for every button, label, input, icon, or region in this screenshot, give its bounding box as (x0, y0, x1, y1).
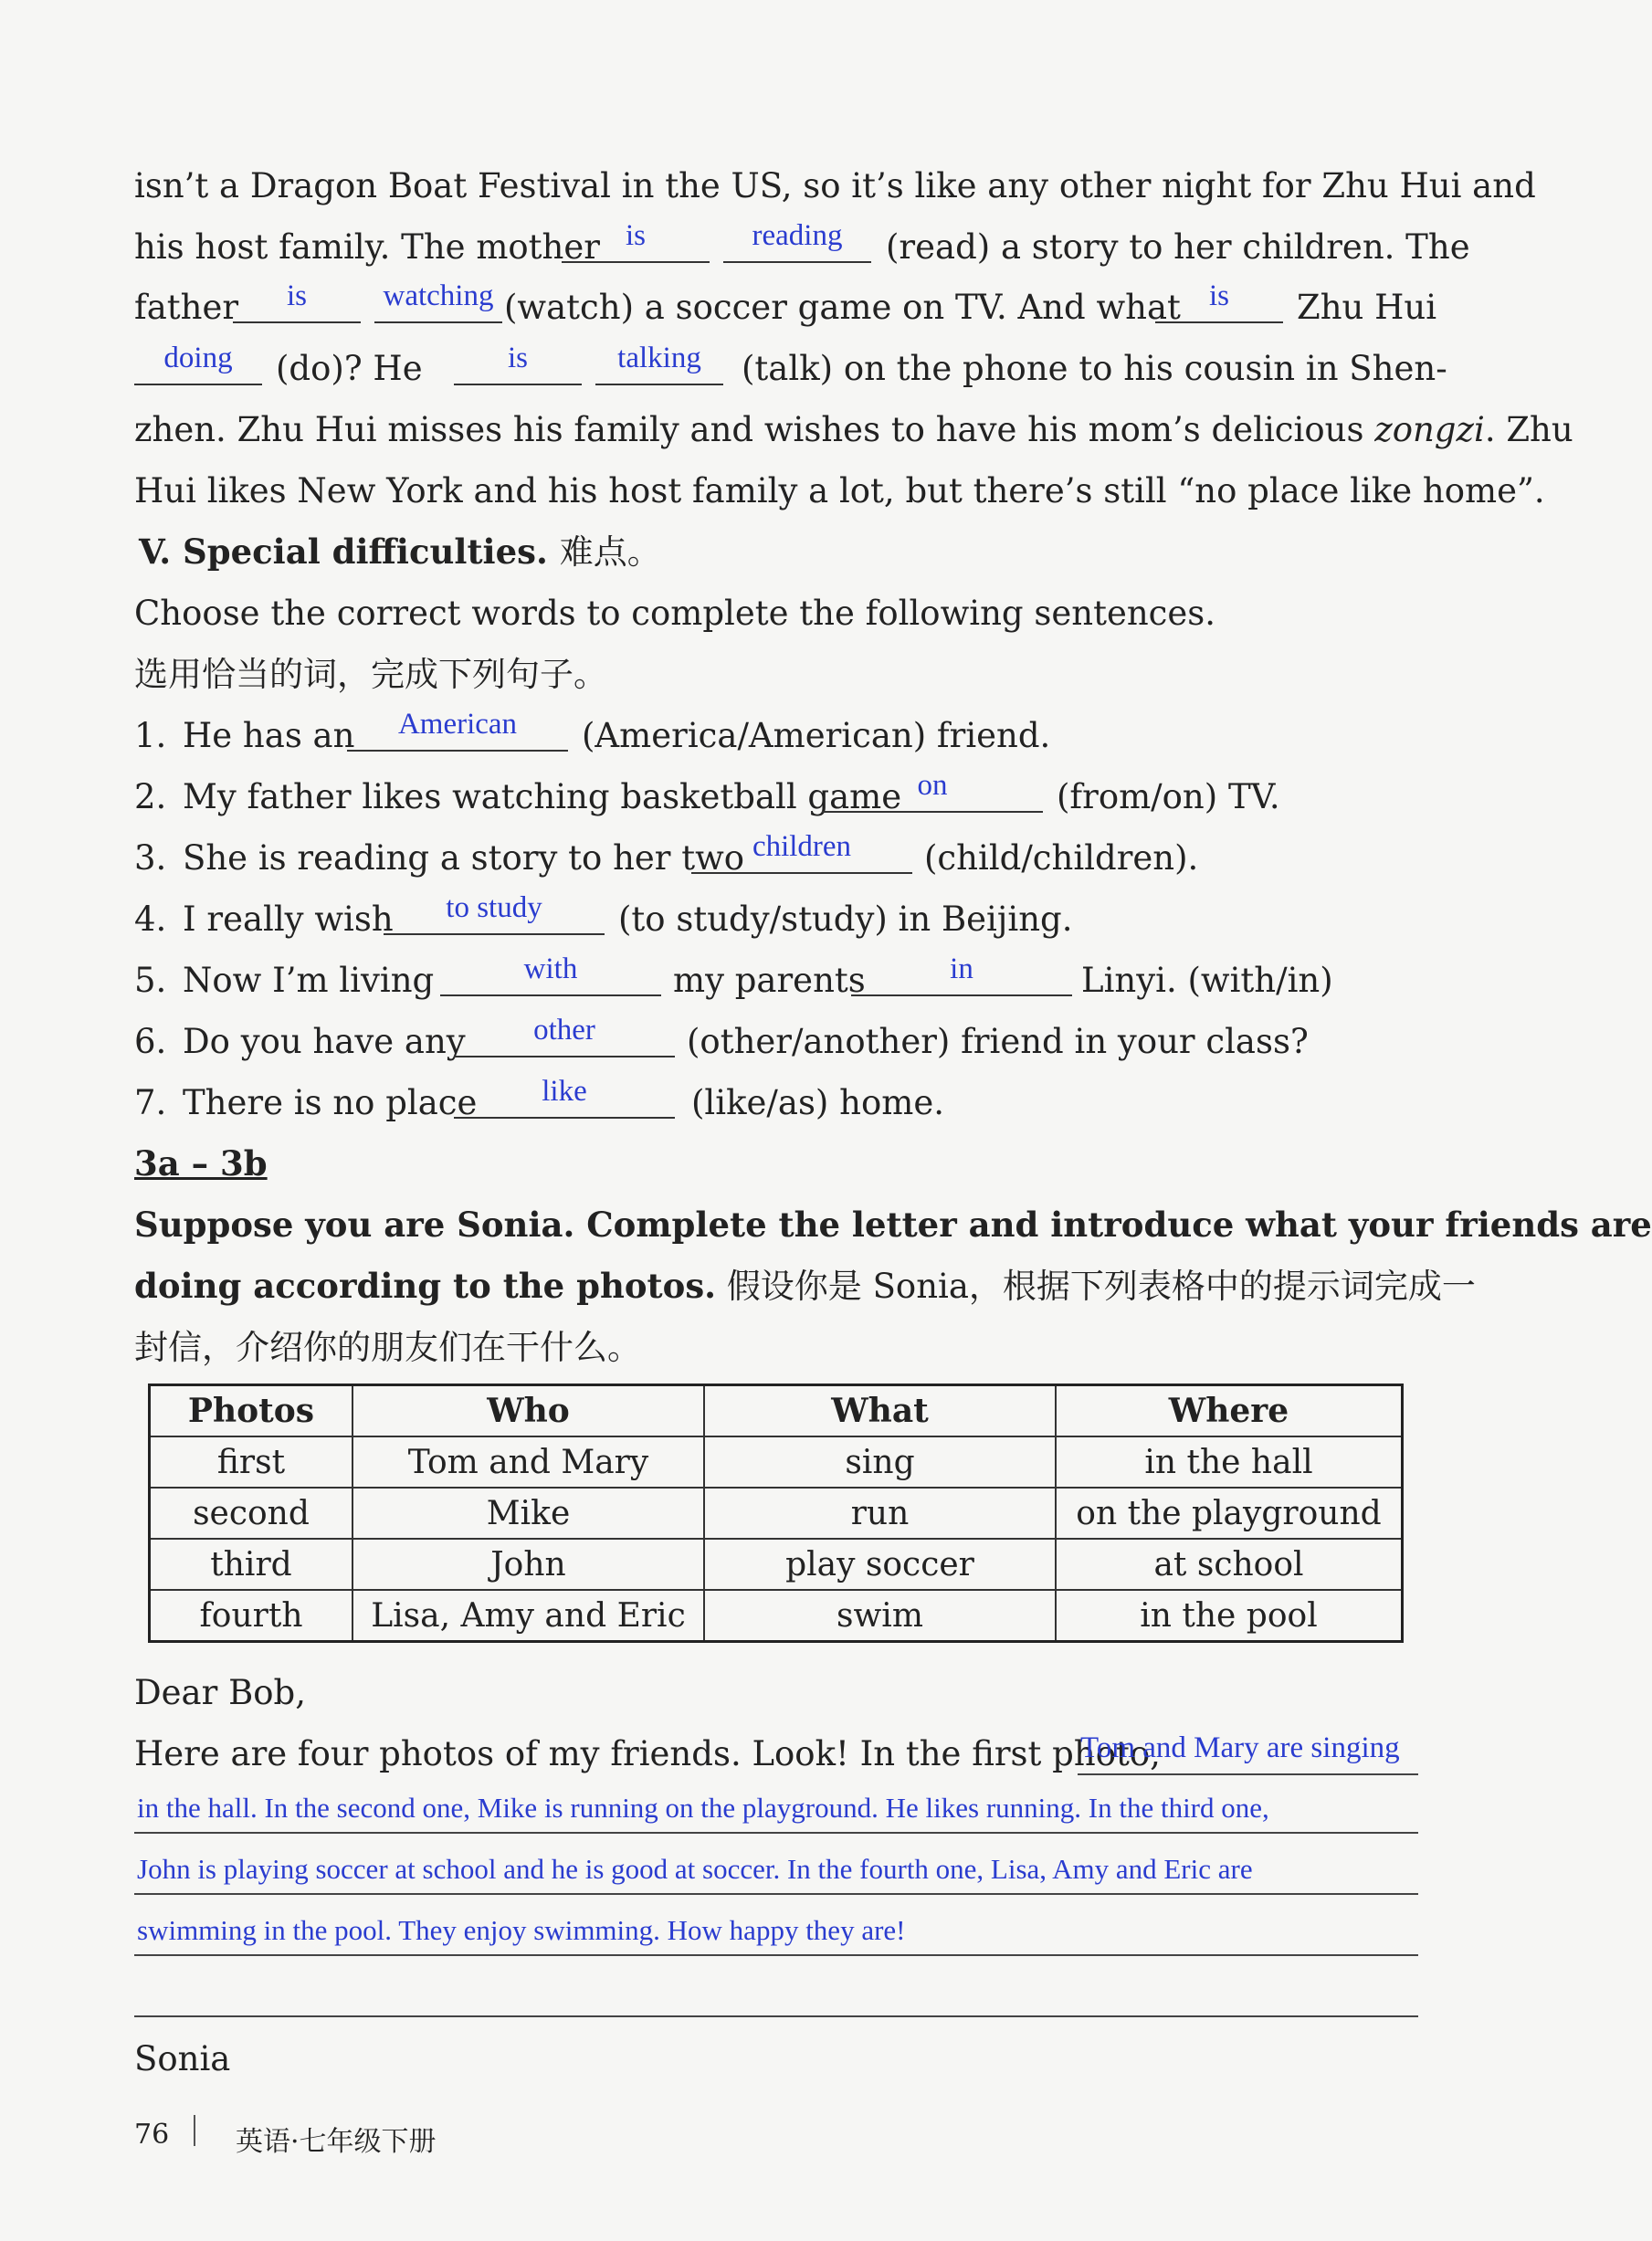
letter-greeting: Dear Bob, (134, 1673, 306, 1712)
letter-answer: in the hall. In the second one, Mike is running on the playground. He likes running. In the third one, (137, 1792, 1269, 1824)
section-heading: 3a – 3b (134, 1143, 268, 1184)
section-heading: V. Special difficulties. 难点。 (139, 531, 661, 572)
item-number: 4. (134, 900, 167, 939)
task-instructions: Suppose you are Sonia. Complete the letter and introduce what your friends are (134, 1205, 1652, 1245)
item-text: (like/as) home. (691, 1083, 944, 1122)
table-cell: Mike (352, 1488, 704, 1539)
table-cell: on the playground (1056, 1488, 1403, 1539)
hint-table (148, 1384, 1404, 1643)
item-text: She is reading a story to her two (183, 838, 745, 878)
section-instructions: Choose the correct words to complete the following sentences. (134, 594, 1216, 633)
table-cell: play soccer (704, 1539, 1056, 1590)
item-number: 3. (134, 838, 167, 878)
table-header-row (150, 1385, 1403, 1437)
item-text: I really wish (183, 900, 394, 939)
blank-line (384, 933, 605, 935)
item-text: (from/on) TV. (1057, 777, 1280, 816)
answer-text: on (917, 769, 948, 802)
item-number: 2. (134, 777, 167, 816)
item-text: (America/American) friend. (582, 716, 1051, 755)
item-text: (to study/study) in Beijing. (618, 900, 1073, 939)
blank-line (691, 872, 912, 874)
answer-text: is (625, 219, 646, 252)
blank-line (595, 384, 723, 385)
table-cell: second (150, 1488, 353, 1539)
item-text: My father likes watching basketball game (183, 777, 902, 816)
passage-line-2a: his host family. The mother (134, 227, 600, 267)
table-header: What (704, 1385, 1056, 1437)
answer-text: in (950, 952, 973, 985)
table-cell: sing (704, 1436, 1056, 1488)
passage-line-6: Hui likes New York and his host family a lot, but there’s still “no place like home”. (134, 471, 1545, 510)
answer-text: doing (163, 342, 233, 374)
table-cell: in the hall (1056, 1436, 1403, 1488)
item-text: my parents (673, 961, 866, 1000)
passage-line-4b: (talk) on the phone to his cousin in Shen- (742, 349, 1447, 388)
answer-text: other (533, 1014, 595, 1047)
item-text: (other/another) friend in your class? (687, 1022, 1309, 1061)
answer-text: is (286, 279, 307, 312)
blank-line (454, 1117, 675, 1119)
passage-line-2b: (read) a story to her children. The (886, 227, 1470, 267)
table-cell: Lisa, Amy and Eric (352, 1590, 704, 1642)
table-row (150, 1436, 1403, 1488)
table-cell: swim (704, 1590, 1056, 1642)
table-cell: third (150, 1539, 353, 1590)
blank-line (233, 321, 361, 323)
letter-start: Here are four photos of my friends. Look! In the first photo, (134, 1734, 1161, 1773)
page-number: 76 (134, 2119, 170, 2151)
table-row (150, 1539, 1403, 1590)
answer-text: talking (617, 342, 701, 374)
answer-line (134, 1893, 1418, 1895)
blank-line (851, 994, 1072, 996)
table-header: Where (1056, 1385, 1403, 1437)
answer-line (1078, 1773, 1418, 1775)
letter-signature: Sonia (134, 2039, 231, 2078)
answer-text: with (523, 952, 578, 985)
section-instructions-cn: 选用恰当的词，完成下列句子。 (134, 655, 607, 694)
answer-line (134, 1954, 1418, 1956)
blank-line (723, 261, 871, 263)
answer-text: watching (383, 279, 494, 312)
item-text: There is no place (183, 1083, 478, 1122)
item-number: 5. (134, 961, 167, 1000)
blank-line (454, 1056, 675, 1057)
table-cell: at school (1056, 1539, 1403, 1590)
item-text: Do you have any (183, 1022, 466, 1061)
table-cell: fourth (150, 1590, 353, 1642)
table-cell: John (352, 1539, 704, 1590)
item-text: Linyi. (with/in) (1081, 961, 1333, 1000)
item-number: 7. (134, 1083, 167, 1122)
table-row (150, 1488, 1403, 1539)
item-text: Now I’m living (183, 961, 435, 1000)
passage-line-3c: Zhu Hui (1297, 288, 1437, 327)
letter-answer: swimming in the pool. They enjoy swimming. How happy they are! (137, 1914, 906, 1946)
passage-line-5: zhen. Zhu Hui misses his family and wishes to have his mom’s delicious zongzi. Zhu (134, 410, 1573, 449)
blank-line (134, 384, 262, 385)
blank-line (374, 321, 502, 323)
letter-answer: Tom and Mary are singing (1080, 1731, 1400, 1764)
letter-answer: John is playing soccer at school and he is good at soccer. In the fourth one, Lisa, Amy and Eric are (137, 1853, 1253, 1885)
blank-line (440, 994, 661, 996)
blank-line (454, 384, 582, 385)
task-instructions: doing according to the photos. 假设你是 Sonia，根据下列表格中的提示词完成一 (134, 1266, 1476, 1306)
table-cell: in the pool (1056, 1590, 1403, 1642)
passage-line-1: isn’t a Dragon Boat Festival in the US, so it’s like any other night for Zhu Hui and (134, 166, 1536, 205)
book-title: 英语·七年级下册 (236, 2126, 437, 2158)
item-number: 6. (134, 1022, 167, 1061)
blank-line (347, 750, 568, 752)
task-instructions-cn: 封信，介绍你的朋友们在干什么。 (134, 1328, 641, 1367)
answer-text: American (397, 708, 518, 741)
blank-line (822, 811, 1043, 813)
item-text: (child/children). (924, 838, 1199, 878)
passage-line-3b: (watch) a soccer game on TV. And what (504, 288, 1181, 327)
blank-line (562, 261, 710, 263)
answer-text: like (542, 1075, 587, 1108)
answer-text: is (1208, 279, 1229, 312)
table-cell: Tom and Mary (352, 1436, 704, 1488)
footer-divider (194, 2115, 195, 2146)
passage-line-3a: father (134, 288, 239, 327)
answer-text: to study (446, 891, 542, 924)
table-header: Photos (150, 1385, 353, 1437)
table-row (150, 1590, 1403, 1642)
item-text: He has an (183, 716, 355, 755)
answer-text: reading (752, 219, 843, 252)
blank-line (1155, 321, 1283, 323)
passage-line-4a: (do)? He (276, 349, 423, 388)
table-header: Who (352, 1385, 704, 1437)
italic-word: zongzi (1374, 410, 1485, 449)
answer-text: is (507, 342, 528, 374)
item-number: 1. (134, 716, 167, 755)
answer-line (134, 2015, 1418, 2017)
table-cell: first (150, 1436, 353, 1488)
table-cell: run (704, 1488, 1056, 1539)
answer-line (134, 1832, 1418, 1834)
answer-text: children (752, 830, 852, 863)
